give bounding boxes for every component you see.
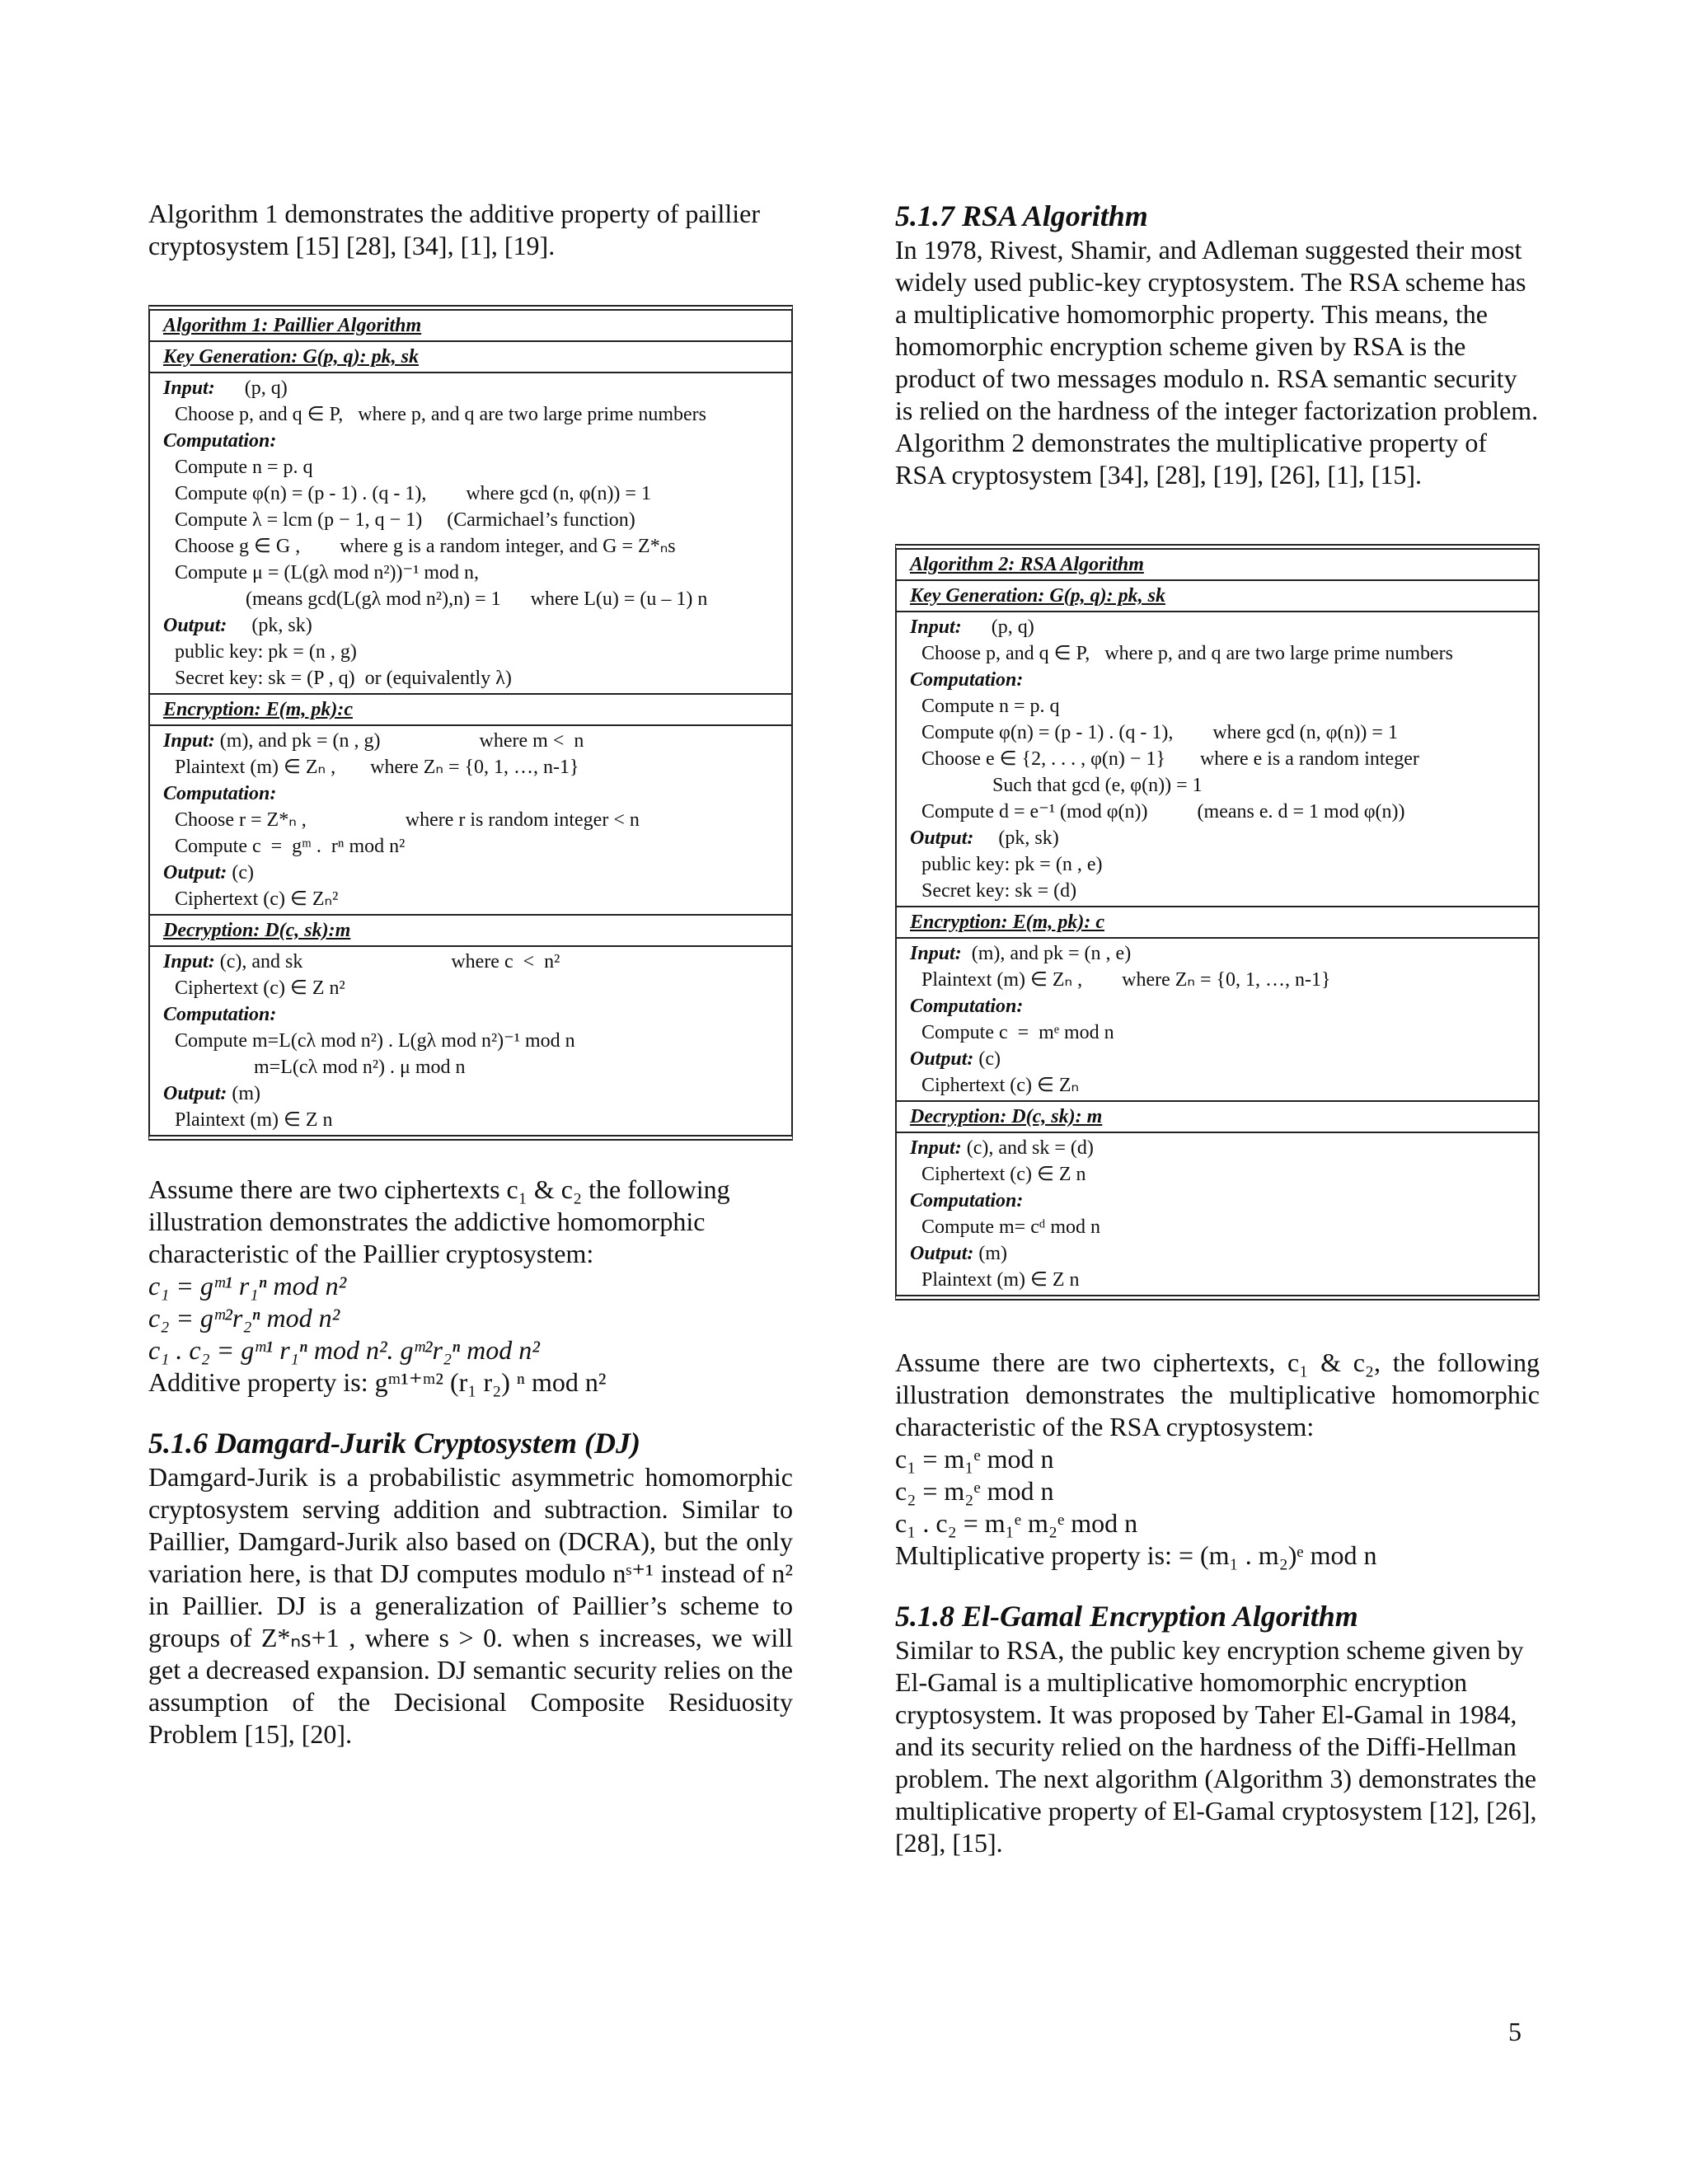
algorithm-line-text: Choose e ∈ {2, . . . , φ(n) − 1} where e is a random integer bbox=[921, 748, 1419, 770]
equation-line: c₂ = m₂ᵉ mod n bbox=[895, 1476, 1054, 1506]
algorithm-line-label: Input: bbox=[163, 951, 215, 972]
algorithm-line bbox=[910, 640, 1525, 667]
algorithm-line bbox=[163, 639, 778, 665]
alg1-enc-section bbox=[150, 726, 791, 916]
algorithm-line bbox=[910, 772, 1525, 799]
algorithm-line-text: Choose p, and q ∈ P, where p, and q are two large prime numbers bbox=[175, 404, 706, 425]
algorithm-line-label: Output: bbox=[163, 862, 227, 883]
algorithm-line-label: Input: bbox=[163, 377, 215, 399]
alg2-keygen-section bbox=[897, 612, 1538, 907]
algorithm-line bbox=[910, 967, 1525, 993]
algorithm-line-text: Choose g ∈ G , where g is a random integer, and G = Z*ₙs bbox=[175, 536, 676, 557]
algorithm-line bbox=[163, 428, 778, 454]
algorithm-line bbox=[163, 665, 778, 691]
algorithm-line bbox=[163, 975, 778, 1001]
equation-line: c₁ . c₂ = m₁ᵉ m₂ᵉ mod n bbox=[895, 1508, 1138, 1538]
alg1-keygen-section bbox=[150, 373, 791, 695]
algorithm-line bbox=[910, 825, 1525, 851]
algorithm-line bbox=[910, 693, 1525, 719]
equation-line: c₁ = gᵐ¹ r₁ⁿ mod n² bbox=[148, 1271, 347, 1301]
algorithm-line-text: (pk, sk) bbox=[227, 615, 312, 636]
alg2-keygen-header: Key Generation: G(p, q): pk, sk bbox=[910, 585, 1165, 607]
algorithm-line bbox=[163, 860, 778, 886]
page-number: 5 bbox=[1508, 2017, 1522, 2046]
algorithm-line bbox=[163, 533, 778, 560]
algorithm-line-label: Input: bbox=[910, 943, 962, 964]
algorithm-line-text: Compute n = p. q bbox=[175, 457, 313, 478]
algorithm-line-text: (means gcd(L(gλ mod n²),n) = 1 where L(u) = (u – 1) n bbox=[246, 588, 708, 610]
algorithm-line bbox=[910, 1267, 1525, 1293]
algorithm-line bbox=[163, 886, 778, 912]
algorithm-line bbox=[163, 480, 778, 507]
algorithm-line bbox=[910, 851, 1525, 878]
algorithm-line bbox=[163, 754, 778, 780]
paillier-illustration-paragraph: Assume there are two ciphertexts c₁ & c₂ the following illustration demonstrates the addictive homomorphic characteristic of the Paillier cryptosystem: bbox=[148, 1174, 730, 1268]
algorithm-line-label: Output: bbox=[163, 1083, 227, 1104]
algorithm-line-text: (c) bbox=[227, 862, 254, 883]
algorithm-line-text: Such that gcd (e, φ(n)) = 1 bbox=[992, 775, 1203, 796]
algorithm-line-text: (m) bbox=[227, 1083, 261, 1104]
paillier-equations bbox=[148, 1270, 793, 1399]
algorithm-line bbox=[163, 807, 778, 833]
alg1-keygen-header: Key Generation: G(p, q): pk, sk bbox=[163, 346, 419, 368]
algorithm-line-label: Computation: bbox=[163, 783, 277, 804]
algorithm-line-text: Secret key: sk = (P , q) or (equivalently λ) bbox=[175, 668, 512, 689]
algorithm-line bbox=[163, 833, 778, 860]
algorithm-line-text: (m), and pk = (n , g) where m < n bbox=[214, 730, 584, 752]
algorithm-line-label: Computation: bbox=[910, 996, 1024, 1017]
right-column bbox=[895, 198, 1540, 1859]
algorithm-line-text: public key: pk = (n , g) bbox=[175, 641, 357, 663]
algorithm-1-box bbox=[148, 305, 793, 1141]
algorithm-line bbox=[910, 1214, 1525, 1240]
alg1-enc-header: Encryption: E(m, pk):c bbox=[163, 699, 353, 720]
algorithm-line-text: (c), and sk = (d) bbox=[961, 1137, 1094, 1159]
algorithm-line-text: (pk, sk) bbox=[973, 827, 1059, 849]
rsa-equations bbox=[895, 1443, 1540, 1572]
equation-line: Additive property is: gᵐ¹⁺ᵐ² (r₁ r₂) ⁿ mod n² bbox=[148, 1367, 607, 1397]
equation-line: Multiplicative property is: = (m₁ . m₂)ᵉ mod n bbox=[895, 1540, 1377, 1570]
algorithm-line bbox=[163, 1028, 778, 1054]
algorithm-line bbox=[910, 1046, 1525, 1072]
algorithm-line bbox=[163, 507, 778, 533]
algorithm-line-text: Compute φ(n) = (p - 1) . (q - 1), where gcd (n, φ(n)) = 1 bbox=[175, 483, 651, 504]
rsa-illustration-paragraph: Assume there are two ciphertexts, c₁ & c₂, the following illustration demonstrates the multiplicative homomorphic characteristic of the RSA cryptosystem: bbox=[895, 1347, 1540, 1441]
algorithm-line bbox=[163, 1001, 778, 1028]
algorithm-line-label: Computation: bbox=[163, 1004, 277, 1025]
algorithm-line-label: Output: bbox=[910, 1048, 974, 1070]
algorithm-line bbox=[163, 1080, 778, 1107]
algorithm-line-text: (m), and pk = (n , e) bbox=[961, 943, 1132, 964]
rsa-paragraph: In 1978, Rivest, Shamir, and Adleman suggested their most widely used public-key cryptosystem. The RSA scheme has a multiplicative homomorphic property. This means, the homomorphic encryption scheme given by RSA is the product of two messages modulo n. RSA semantic security is relied on the hardness of the integer factorization problem. bbox=[895, 235, 1539, 425]
algorithm-line bbox=[910, 993, 1525, 1019]
algorithm-line bbox=[910, 719, 1525, 746]
alg1-title: Algorithm 1: Paillier Algorithm bbox=[163, 315, 422, 336]
rsa-algorithm-intro: Algorithm 2 demonstrates the multiplicative property of RSA cryptosystem [34], [28], [19], [26], [1], [15]. bbox=[895, 428, 1488, 490]
algorithm-line-text: Compute c = mᵉ mod n bbox=[921, 1022, 1114, 1043]
section-heading-5-1-6: 5.1.6 Damgard-Jurik Cryptosystem (DJ) bbox=[148, 1427, 640, 1460]
alg2-dec-header-section bbox=[897, 1102, 1538, 1133]
algorithm-line-text: Choose r = Z*ₙ , where r is random integer < n bbox=[175, 809, 640, 831]
algorithm-line-text: Compute m= cᵈ mod n bbox=[921, 1216, 1100, 1238]
algorithm-line bbox=[163, 375, 778, 401]
intro-paragraph: Algorithm 1 demonstrates the additive property of paillier cryptosystem [15] [28], [34], [1], [19]. bbox=[148, 199, 761, 260]
algorithm-line-text: Compute φ(n) = (p - 1) . (q - 1), where gcd (n, φ(n)) = 1 bbox=[921, 722, 1398, 743]
alg2-keygen-header-section bbox=[897, 581, 1538, 612]
alg1-title-section bbox=[150, 311, 791, 342]
algorithm-line bbox=[910, 1019, 1525, 1046]
alg2-enc-header-section bbox=[897, 907, 1538, 939]
alg1-dec-header-section bbox=[150, 916, 791, 947]
algorithm-line bbox=[163, 728, 778, 754]
alg1-dec-header: Decryption: D(c, sk):m bbox=[163, 920, 351, 941]
algorithm-line-text: Compute μ = (L(gλ mod n²))⁻¹ mod n, bbox=[175, 562, 480, 583]
algorithm-line bbox=[163, 612, 778, 639]
algorithm-line-text: (p, q) bbox=[961, 616, 1034, 638]
section-heading-5-1-8: 5.1.8 El-Gamal Encryption Algorithm bbox=[895, 1600, 1358, 1633]
algorithm-line bbox=[910, 746, 1525, 772]
alg2-enc-section bbox=[897, 939, 1538, 1102]
algorithm-line-text: Compute m=L(cλ mod n²) . L(gλ mod n²)⁻¹ mod n bbox=[175, 1030, 575, 1052]
alg2-enc-header: Encryption: E(m, pk): c bbox=[910, 912, 1104, 933]
algorithm-line-label: Output: bbox=[910, 827, 974, 849]
algorithm-line-text: (p, q) bbox=[214, 377, 288, 399]
algorithm-line-label: Output: bbox=[163, 615, 227, 636]
algorithm-line-text: Compute c = gᵐ . rⁿ mod n² bbox=[175, 836, 406, 857]
algorithm-line bbox=[910, 1135, 1525, 1161]
algorithm-line-label: Input: bbox=[163, 730, 215, 752]
el-gamal-paragraph: Similar to RSA, the public key encryption scheme given by El-Gamal is a multiplicative homomorphic encryption cryptosystem. It was proposed by Taher El-Gamal in 1984, and its security relied on the hardness of the Diffi-Hellman problem. The next algorithm (Algorithm 3) demonstrates the multiplicative property of El-Gamal cryptosystem [12], [26], [28], [15]. bbox=[895, 1635, 1537, 1858]
algorithm-line bbox=[163, 1107, 778, 1133]
algorithm-line-text: Ciphertext (c) ∈ Z n² bbox=[175, 977, 345, 999]
left-column bbox=[148, 198, 793, 1750]
algorithm-line bbox=[163, 560, 778, 586]
algorithm-line-text: public key: pk = (n , e) bbox=[921, 854, 1103, 875]
equation-line: c₁ = m₁ᵉ mod n bbox=[895, 1444, 1054, 1474]
alg2-dec-section bbox=[897, 1133, 1538, 1295]
algorithm-2-box bbox=[895, 544, 1540, 1301]
algorithm-line-text: Plaintext (m) ∈ Z n bbox=[175, 1109, 333, 1131]
algorithm-line bbox=[910, 1188, 1525, 1214]
algorithm-line-text: Plaintext (m) ∈ Z n bbox=[921, 1269, 1080, 1291]
algorithm-line-text: Compute λ = lcm (p − 1, q − 1) (Carmichael’s function) bbox=[175, 509, 635, 531]
algorithm-line-text: Ciphertext (c) ∈ Zₙ² bbox=[175, 888, 339, 910]
algorithm-line-label: Computation: bbox=[163, 430, 277, 452]
algorithm-line bbox=[910, 878, 1525, 904]
alg2-title-section bbox=[897, 550, 1538, 581]
alg1-dec-section bbox=[150, 947, 791, 1135]
algorithm-line bbox=[910, 667, 1525, 693]
algorithm-line bbox=[910, 1240, 1525, 1267]
algorithm-line-label: Output: bbox=[910, 1243, 974, 1264]
algorithm-line-text: Plaintext (m) ∈ Zₙ , where Zₙ = {0, 1, …, n-1} bbox=[175, 757, 579, 778]
algorithm-line-text: Choose p, and q ∈ P, where p, and q are two large prime numbers bbox=[921, 643, 1453, 664]
algorithm-line bbox=[163, 401, 778, 428]
alg2-title: Algorithm 2: RSA Algorithm bbox=[910, 554, 1144, 575]
algorithm-line bbox=[910, 799, 1525, 825]
algorithm-line bbox=[163, 1054, 778, 1080]
algorithm-line bbox=[910, 614, 1525, 640]
algorithm-line-text: (m) bbox=[973, 1243, 1008, 1264]
algorithm-line bbox=[910, 1072, 1525, 1099]
algorithm-line-text: Compute d = e⁻¹ (mod φ(n)) (means e. d = 1 mod φ(n)) bbox=[921, 801, 1405, 823]
algorithm-line-text: Ciphertext (c) ∈ Z n bbox=[921, 1164, 1086, 1185]
algorithm-line-text: (c), and sk where c < n² bbox=[214, 951, 560, 972]
algorithm-line-text: Plaintext (m) ∈ Zₙ , where Zₙ = {0, 1, …, n-1} bbox=[921, 969, 1331, 991]
equation-line: c₂ = gᵐ²r₂ⁿ mod n² bbox=[148, 1303, 340, 1333]
algorithm-line-text: (c) bbox=[973, 1048, 1001, 1070]
algorithm-line bbox=[163, 780, 778, 807]
equation-line: c₁ . c₂ = gᵐ¹ r₁ⁿ mod n². gᵐ²r₂ⁿ mod n² bbox=[148, 1335, 540, 1365]
alg1-enc-header-section bbox=[150, 695, 791, 726]
algorithm-line bbox=[910, 1161, 1525, 1188]
algorithm-line-text: m=L(cλ mod n²) . μ mod n bbox=[254, 1057, 466, 1078]
algorithm-line-label: Computation: bbox=[910, 1190, 1024, 1212]
algorithm-line-label: Input: bbox=[910, 616, 962, 638]
algorithm-line-text: Ciphertext (c) ∈ Zₙ bbox=[921, 1075, 1080, 1096]
alg2-dec-header: Decryption: D(c, sk): m bbox=[910, 1106, 1103, 1127]
damgard-jurik-paragraph: Damgard-Jurik is a probabilistic asymmetric homomorphic cryptosystem serving addition and subtraction. Similar to Paillier, Damgard-Jurik also based on (DCRA), but the only variation here, is that DJ computes modulo nˢ⁺¹ instead of n² in Paillier. DJ is a generalization of Paillier’s scheme to groups of Z*ₙs+1 , where s > 0. when s increases, we will get a decreased expansion. DJ semantic security relies on the assumption of the Decisional Composite Residuosity Problem [15], [20]. bbox=[148, 1462, 793, 1749]
algorithm-line bbox=[910, 940, 1525, 967]
algorithm-line-text: Secret key: sk = (d) bbox=[921, 880, 1077, 902]
algorithm-line bbox=[163, 586, 778, 612]
algorithm-line bbox=[163, 949, 778, 975]
algorithm-line bbox=[163, 454, 778, 480]
alg1-keygen-header-section bbox=[150, 342, 791, 373]
section-heading-5-1-7: 5.1.7 RSA Algorithm bbox=[895, 199, 1148, 232]
algorithm-line-text: Compute n = p. q bbox=[921, 696, 1060, 717]
algorithm-line-label: Computation: bbox=[910, 669, 1024, 691]
algorithm-line-label: Input: bbox=[910, 1137, 962, 1159]
